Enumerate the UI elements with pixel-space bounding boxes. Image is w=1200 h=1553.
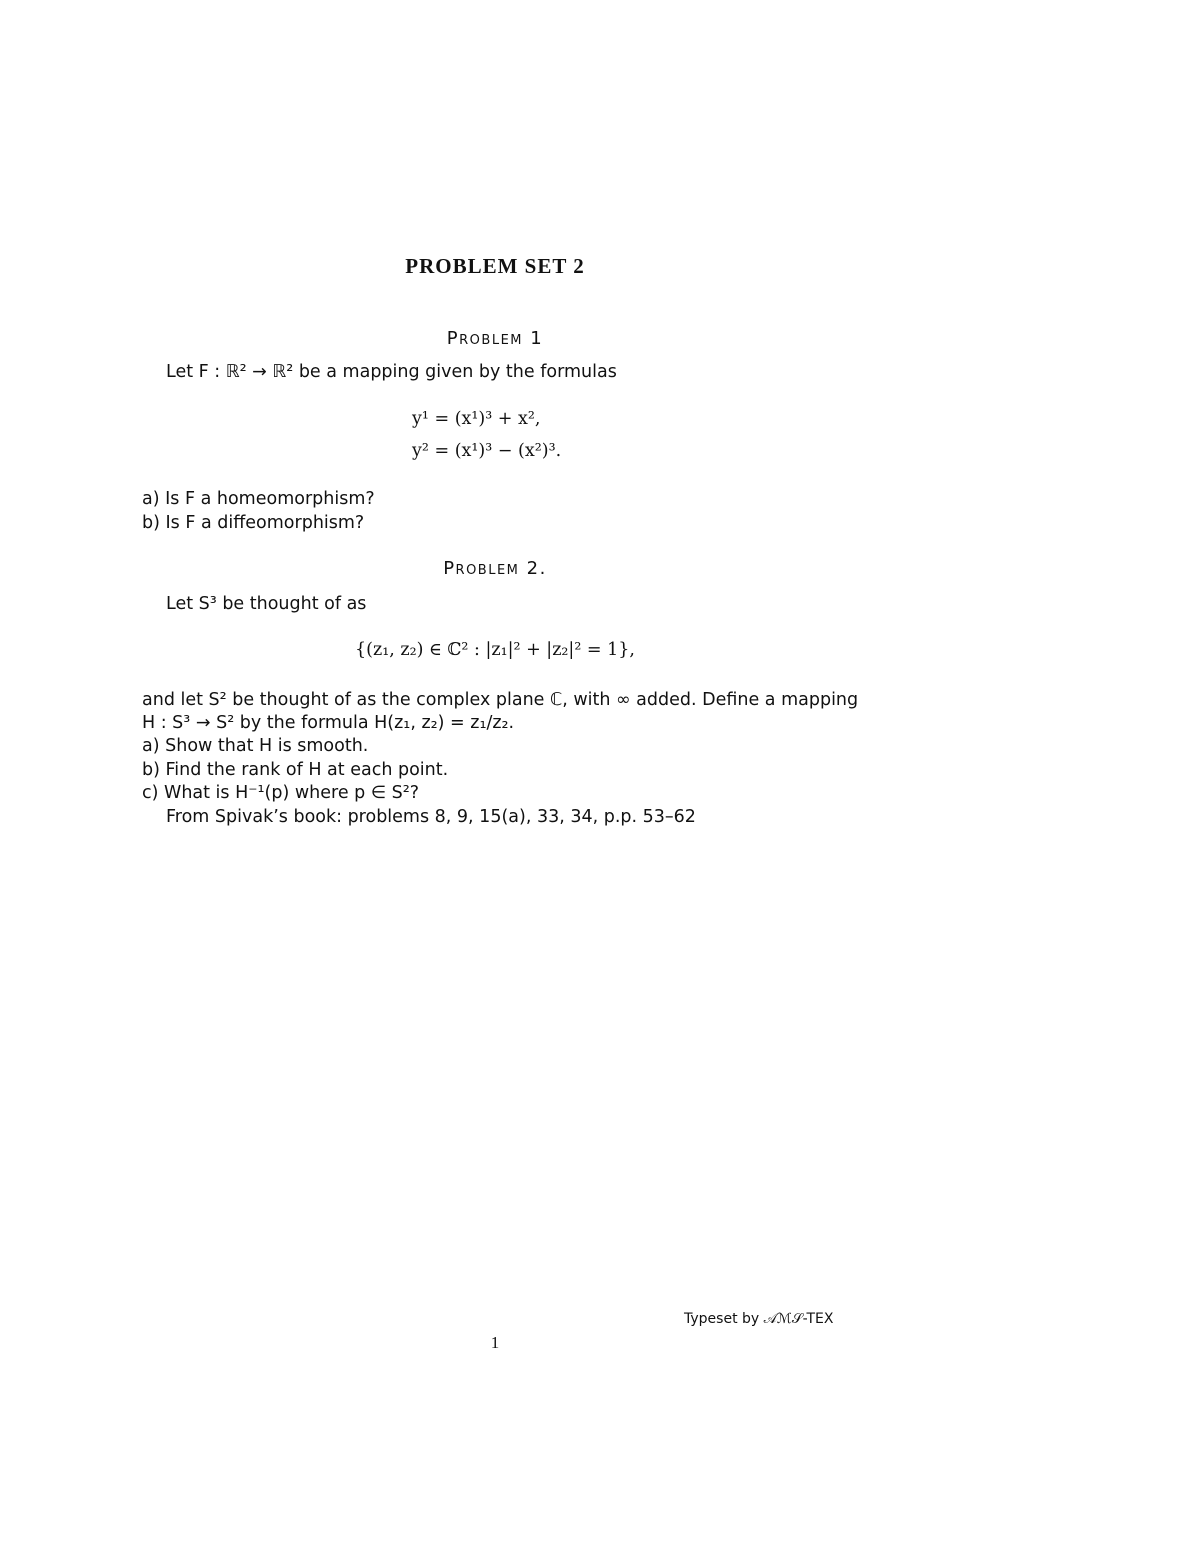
problem-2-question-a: a) Show that H is smooth. (142, 736, 369, 756)
problem-1-question-a: a) Is F a homeomorphism? (142, 489, 375, 509)
problem-2-set-equation: {(z₁, z₂) ∈ ℂ² : |z₁|² + |z₂|² = 1}, (355, 640, 635, 660)
spivak-reference: From Spivak’s book: problems 8, 9, 15(a), 33, 34, p.p. 53–62 (166, 807, 696, 827)
problem-1-intro: Let F : ℝ² → ℝ² be a mapping given by the formulas (166, 362, 617, 382)
problem-1-question-b: b) Is F a diffeomorphism? (142, 513, 365, 533)
problem-2-heading: Problem 2. (443, 558, 547, 579)
problem-1-heading: Problem 1 (446, 328, 544, 349)
problem-1-equation-1: y¹ = (x¹)³ + x², (412, 409, 541, 429)
typeset-credit: Typeset by 𝒜ℳ𝒮-TEX (684, 1311, 834, 1327)
problem-2-line-1: and let S² be thought of as the complex plane ℂ, with ∞ added. Define a mapping (142, 690, 859, 710)
problem-1-equation-2: y² = (x¹)³ − (x²)³. (412, 441, 562, 461)
page-number: 1 (490, 1333, 500, 1352)
page-title: PROBLEM SET 2 (405, 254, 585, 278)
problem-2-question-c: c) What is H⁻¹(p) where p ∈ S²? (142, 783, 420, 803)
problem-2-line-2: H : S³ → S² by the formula H(z₁, z₂) = z₁/z₂. (142, 713, 515, 733)
problem-2-question-b: b) Find the rank of H at each point. (142, 760, 449, 780)
problem-2-intro: Let S³ be thought of as (166, 594, 367, 614)
